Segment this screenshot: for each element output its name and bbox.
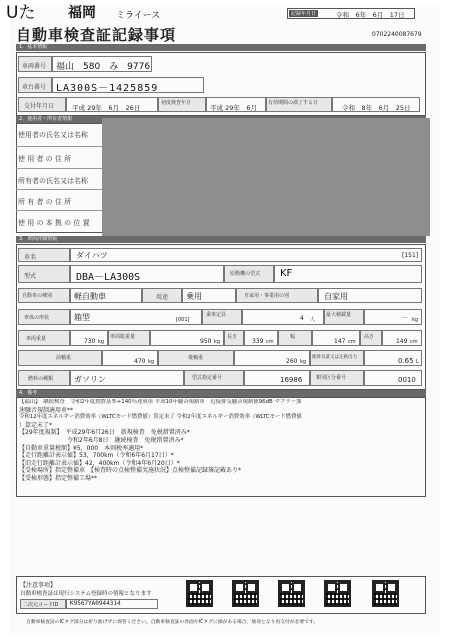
- record-date-value: 令和 6年 6月 17日: [336, 10, 405, 19]
- expiry-value: 令和 8年 6月 25日: [342, 104, 411, 112]
- rear-label: 後軸重: [188, 355, 204, 361]
- qr-code-4: [324, 580, 351, 607]
- remark-line: 【走行距離計表示値】53，700km（令和6年6月17日）*: [19, 452, 174, 460]
- maker-value-cell: [70, 248, 422, 262]
- reg-date-value: 平成 29年 6月 26日: [72, 104, 141, 112]
- purpose-value: 自家用: [324, 292, 348, 301]
- gross-value: 950: [200, 338, 212, 345]
- category-label: 類別区分番号: [316, 375, 347, 381]
- handwritten-mark-middle: 福岡: [68, 5, 96, 21]
- gross-unit: kg: [214, 339, 221, 345]
- weight-value: 730: [84, 338, 96, 345]
- capacity-unit: 人: [310, 317, 316, 323]
- width-label: 幅: [290, 334, 296, 340]
- remark-line: 【受検場所】指定整備車 【検査時の点検整備実施状況】点検整備記録簿記載あり*: [19, 467, 242, 475]
- body-value: 箱型: [74, 313, 90, 322]
- designation-label: 型式指定番号: [192, 375, 223, 381]
- section2-heading: 2．使用者・所有者情報: [16, 116, 426, 123]
- maker-code: [151]: [402, 252, 419, 259]
- rear-value-cell: [234, 350, 310, 366]
- chassis-label: 車台番号: [22, 84, 47, 91]
- model-value: DBA－LA300S: [76, 272, 141, 283]
- bottom-notice: 自動車検査証のICタグ部分は折り曲げずに保管ください。自動車検査証の券面やICタグに損がある場合、無効となり再交付が必要です。: [26, 620, 319, 625]
- capacity-value: 4: [300, 315, 304, 322]
- plate-label: 車両番号: [22, 63, 47, 70]
- qr-code-5: [372, 580, 399, 607]
- remark-line: 【福山】 継続検査 令和2年度燃費基準+140％達成車 平成10年騒音規制車 近接排気騒音規制値96dB マフラー加: [19, 399, 302, 405]
- displacement-value: 0.65: [398, 357, 414, 365]
- remark-line: ）算定未了*: [19, 421, 53, 429]
- length-unit: cm: [266, 339, 274, 345]
- section3-heading: 3．車両詳細情報: [16, 236, 426, 243]
- handwritten-mark-left: Uた: [6, 3, 36, 23]
- designation-value: 16986: [280, 376, 303, 384]
- qr-code-1: [186, 580, 213, 607]
- notice-heading: 【注意事項】: [20, 582, 57, 589]
- type-value: 軽自動車: [74, 292, 106, 301]
- document-title: 自動車検査証記録事項: [16, 26, 177, 44]
- remark-line: 令和12年度エネルギー消費効率（WLTCモード燃費値）算定未了 令和2年度エネルギー消費効率（WLTCモード燃費値: [19, 414, 302, 421]
- fuel-label: 燃料の種類: [28, 376, 54, 382]
- length-value: 339: [252, 338, 264, 345]
- handwritten-mark-right: ミライース: [116, 11, 161, 21]
- section4-heading: 4．備考: [16, 390, 426, 397]
- remark-line: 【受検形態】指定整備工場**: [19, 474, 98, 482]
- remark-line: 速騒音規制適用車**: [19, 406, 74, 414]
- capacity-label: 乗車定員: [206, 312, 227, 318]
- remark-line: 【旧走行距離計表示値】42，400km（令和4年6月20日）*: [19, 459, 180, 467]
- maxload-value: －: [402, 315, 409, 322]
- qr-code-3: [278, 580, 305, 607]
- user-name-label: 使用者の氏名又は名称: [18, 131, 88, 139]
- category-value: 0010: [398, 376, 416, 384]
- row-divider-4: [16, 210, 106, 211]
- remarks-block: [19, 399, 423, 483]
- length-label: 長さ: [227, 334, 238, 340]
- use-value: 乗用: [186, 292, 202, 301]
- height-unit: cm: [410, 339, 418, 345]
- use-label: 用途: [156, 294, 169, 301]
- remark-line: 【29年度規制】 平成29年6月26日 新規検査 免税措置済み*: [19, 429, 190, 437]
- id-label: 二次元コードID: [23, 602, 59, 608]
- row-divider-2: [16, 168, 106, 169]
- chassis-value: LA300S－1425859: [56, 83, 159, 94]
- notice-text: 自動車検査証は現行システム登録時の情報となります: [20, 591, 152, 597]
- record-date-label: 記録年月日: [291, 11, 317, 17]
- height-label: 高さ: [364, 334, 375, 340]
- front-unit: kg: [148, 359, 155, 365]
- rear-value: 260: [286, 358, 298, 365]
- first-reg-value: 平成 29年 6月: [210, 104, 257, 112]
- gross-label: 車両総重量: [110, 334, 136, 340]
- front-value: 470: [134, 358, 146, 365]
- maker-value: ダイハツ: [76, 251, 108, 260]
- displacement-label: 総排気量又は定格出力: [312, 355, 357, 360]
- maker-label: 車名: [24, 254, 37, 261]
- fuel-value: ガソリン: [74, 375, 106, 384]
- engine-label: 原動機の型式: [230, 271, 261, 277]
- rear-unit: kg: [300, 359, 307, 365]
- plate-value: 福山 580 み 9776: [56, 62, 151, 72]
- engine-value: KF: [280, 268, 293, 279]
- gross-value-cell: [150, 330, 224, 346]
- purpose-label: 自家用・事業用の別: [244, 293, 290, 299]
- redaction-block: [102, 118, 430, 236]
- front-label: 前軸重: [56, 355, 72, 361]
- section1-heading: 1．基本情報: [16, 44, 426, 51]
- expiry-label: 有効期間の満了する日: [268, 100, 319, 106]
- body-label: 車体の形状: [24, 315, 50, 321]
- qr-code-2: [232, 580, 259, 607]
- id-value: K9567YA0944314: [70, 600, 121, 607]
- remark-line: 令和2年6月8日 継続検査 免税措置済み*: [19, 436, 184, 444]
- row-divider-3: [16, 189, 106, 190]
- base-location-label: 使 用 の 本 拠 の 位 置: [18, 219, 90, 227]
- owner-name-label: 所有者の氏名又は名称: [18, 177, 88, 185]
- width-unit: cm: [348, 339, 356, 345]
- first-reg-label: 初度検査年月: [161, 100, 192, 106]
- width-value: 147: [334, 338, 346, 345]
- displacement-unit: L: [416, 359, 419, 365]
- body-code: [001]: [176, 317, 190, 323]
- type-label: 自動車の種別: [22, 293, 53, 299]
- height-value: 149: [396, 338, 408, 345]
- remark-line: 【自動車重量税額】¥5，000 本則税率適用*: [19, 444, 144, 452]
- owner-address-label: 所 有 者 の 住 所: [18, 198, 72, 206]
- reg-date-label: 交付年月日: [24, 103, 55, 110]
- model-label: 型式: [24, 273, 37, 280]
- document-number: 0702240087679: [372, 31, 422, 38]
- maxload-unit: kg: [412, 317, 419, 323]
- user-address-label: 使 用 者 の 住 所: [18, 155, 72, 163]
- weight-label: 車両重量: [26, 336, 47, 342]
- weight-unit: kg: [98, 339, 105, 345]
- row-divider-1: [16, 146, 106, 147]
- maxload-label: 最大積載量: [326, 312, 352, 318]
- engine-value-cell: [274, 265, 422, 283]
